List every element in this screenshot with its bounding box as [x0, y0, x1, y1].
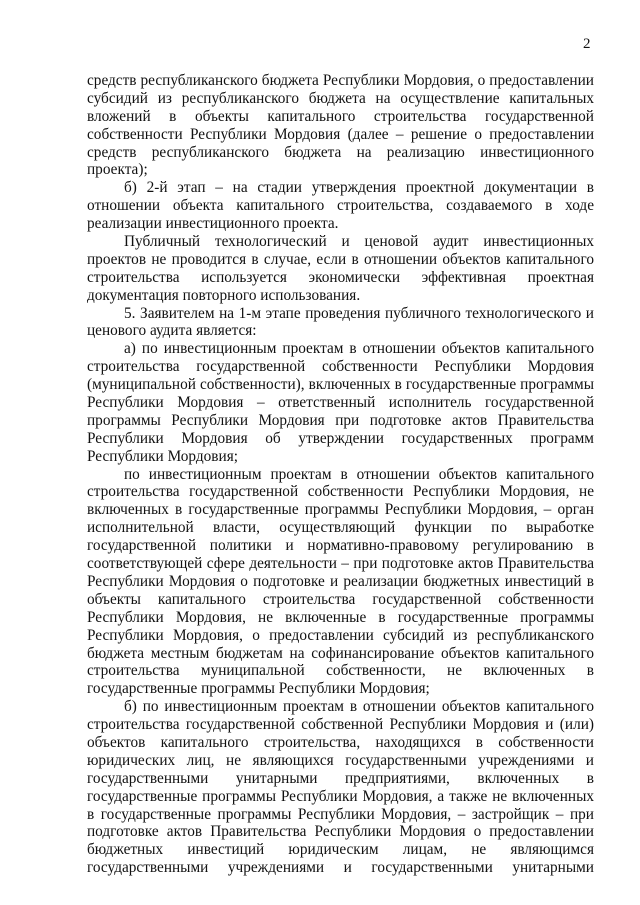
text-line: подготовке актов Правительства Республики Мордовия о предоставлении [87, 823, 594, 841]
text-line: проекта); [87, 161, 148, 179]
text-line: б) по инвестиционным проектам в отношении объектов капитального [124, 698, 594, 716]
text-line: по инвестиционным проектам в отношении объектов капитального [124, 465, 594, 483]
document-body [87, 72, 594, 877]
text-line: (муниципальной собственности), включенных в государственные программы [87, 376, 594, 394]
text-line: документация повторного использования. [87, 286, 361, 304]
text-line: б) 2-й этап – на стадии утверждения проектной документации в [124, 179, 594, 197]
text-line: строительства используется экономически эффективная проектная [87, 268, 594, 286]
text-line: собственности Республики Мордовия (далее – решение о предоставлении [87, 125, 594, 143]
text-line: исполнительной власти, осуществляющий функции по выработке [87, 519, 594, 537]
text-line: субсидий из республиканского бюджета на осуществление капитальных [87, 89, 594, 107]
text-line: государственной политики и нормативно-правовому регулированию в [87, 537, 594, 555]
text-line: средств республиканского бюджета на реализацию инвестиционного [87, 143, 594, 161]
text-line: отношении объекта капитального строительства, создаваемого в ходе [87, 197, 594, 215]
text-line: Республики Мордовия, о предоставлении субсидий из республиканского [87, 626, 594, 644]
text-line: включенных в государственные программы Республики Мордовия, – орган [87, 501, 594, 519]
text-line: государственные программы Республики Мордовия, а также не включенных [87, 787, 594, 805]
text-line: государственные программы Республики Мордовия; [87, 680, 430, 698]
text-line: строительства государственной собственности Республики Мордовия [87, 358, 594, 376]
text-line: Республики Мордовия об утверждении государственных программ [87, 429, 594, 447]
text-line: а) по инвестиционным проектам в отношении объектов капитального [124, 340, 594, 358]
text-line: строительства государственной собственной Республики Мордовия и (или) [87, 716, 594, 734]
text-line: вложений в объекты капитального строительства государственной [87, 107, 594, 125]
text-line: ценового аудита является: [87, 322, 257, 340]
text-line: объекты капитального строительства государственной собственности [87, 590, 594, 608]
text-line: программы Республики Мордовия при подготовке актов Правительства [87, 411, 594, 429]
text-line: государственными учреждениями и государственными унитарными [87, 859, 594, 877]
text-line: Республики Мордовия, не включенные в государственные программы [87, 608, 594, 626]
text-line: соответствующей сфере деятельности – при подготовке актов Правительства [87, 555, 594, 573]
text-line: 5. Заявителем на 1-м этапе проведения публичного технологического и [124, 304, 594, 322]
text-line: Республики Мордовия – ответственный исполнитель государственной [87, 394, 594, 412]
text-line: Публичный технологический и ценовой аудит инвестиционных [124, 233, 594, 251]
text-line: юридических лиц, не являющихся государственными учреждениями и [87, 751, 594, 769]
text-line: реализации инвестиционного проекта. [87, 215, 339, 233]
text-line: Республики Мордовия о подготовке и реализации бюджетных инвестиций в [87, 572, 594, 590]
text-line: в государственные программы Республики Мордовия, – застройщик – при [87, 805, 594, 823]
text-line: строительства муниципальной собственности, не включенных в [87, 662, 594, 680]
text-line: объектов капитального строительства, находящихся в собственности [87, 733, 594, 751]
text-line: бюджета местным бюджетам на софинансирование объектов капитального [87, 644, 594, 662]
page-number: 2 [583, 36, 591, 52]
text-line: проектов не проводится в случае, если в отношении объектов капитального [87, 250, 594, 268]
text-line: средств республиканского бюджета Республики Мордовия, о предоставлении [87, 72, 594, 89]
text-line: бюджетных инвестиций юридическим лицам, не являющимся [87, 841, 594, 859]
text-line: государственными унитарными предприятиями, включенных в [87, 769, 594, 787]
text-line: строительства государственной собственности Республики Мордовия, не [87, 483, 594, 501]
text-line: Республики Мордовия; [87, 447, 239, 465]
